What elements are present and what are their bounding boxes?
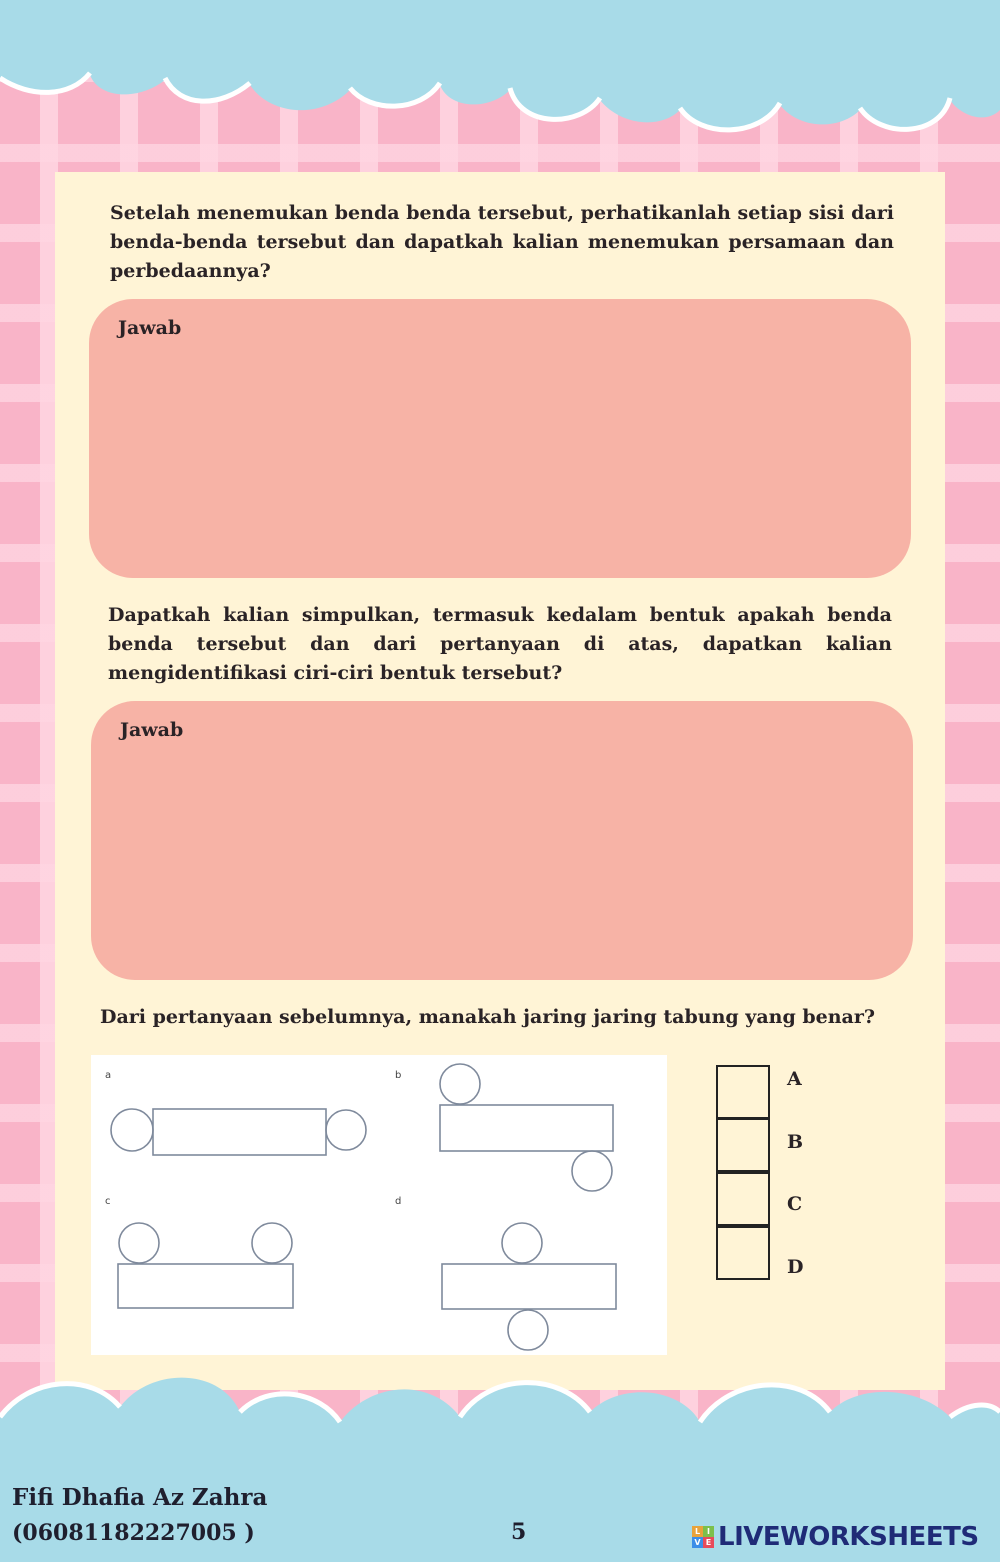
question-1-text: Setelah menemukan benda benda tersebut, perhatikanlah setiap sisi dari benda-benda tersebut dan dapatkah kalian menemukan persamaan dan perbedaannya? — [110, 202, 894, 282]
net-a-letter: a — [105, 1070, 112, 1081]
net-c-rectangle — [118, 1264, 293, 1308]
question-2-text: Dapatkah kalian simpulkan, termasuk kedalam bentuk apakah benda benda tersebut dan dari pertanyaan di atas, dapatkan kalian mengidentifikasi ciri-ciri bentuk tersebut? — [108, 604, 892, 684]
liveworksheets-text: LIVEWORKSHEETS — [718, 1522, 979, 1552]
option-box-a[interactable] — [716, 1065, 770, 1119]
answer-box-1[interactable] — [89, 299, 911, 578]
answer-2-label: Jawab — [120, 719, 184, 741]
net-a-right-circle — [326, 1110, 366, 1150]
liveworksheets-brand — [692, 1520, 979, 1554]
liveworksheets-logo-icon: L I V E — [692, 1526, 714, 1548]
option-label-b: B — [787, 1131, 804, 1153]
answer-1-label: Jawab — [118, 317, 182, 339]
top-clouds-decoration — [0, 0, 1000, 170]
net-d-rectangle — [442, 1264, 616, 1309]
cylinder-nets-figure — [91, 1055, 667, 1355]
nets-drawing — [91, 1055, 667, 1355]
net-b-top-circle — [440, 1064, 480, 1104]
net-d-bottom-circle — [508, 1310, 548, 1350]
option-box-b[interactable] — [716, 1118, 770, 1172]
option-box-d[interactable] — [716, 1226, 770, 1280]
net-c-left-circle — [119, 1223, 159, 1263]
author-id: (06081182227005 ) — [12, 1520, 255, 1546]
net-b-letter: b — [395, 1070, 402, 1081]
net-a-left-circle — [111, 1109, 153, 1151]
net-b-rectangle — [440, 1105, 613, 1151]
answer-box-2[interactable] — [91, 701, 913, 980]
option-label-c: C — [787, 1193, 803, 1215]
option-label-d: D — [787, 1256, 804, 1278]
net-b-bottom-circle — [572, 1151, 612, 1191]
option-label-a: A — [787, 1068, 802, 1090]
net-d-letter: d — [395, 1196, 402, 1207]
net-d-top-circle — [502, 1223, 542, 1263]
page-number: 5 — [511, 1519, 527, 1545]
net-c-letter: c — [105, 1196, 111, 1207]
option-box-c[interactable] — [716, 1172, 770, 1226]
net-a-rectangle — [153, 1109, 326, 1155]
question-3-text: Dari pertanyaan sebelumnya, manakah jaring jaring tabung yang benar? — [100, 1006, 876, 1028]
net-c-right-circle — [252, 1223, 292, 1263]
author-name: Fifi Dhafia Az Zahra — [12, 1484, 268, 1511]
